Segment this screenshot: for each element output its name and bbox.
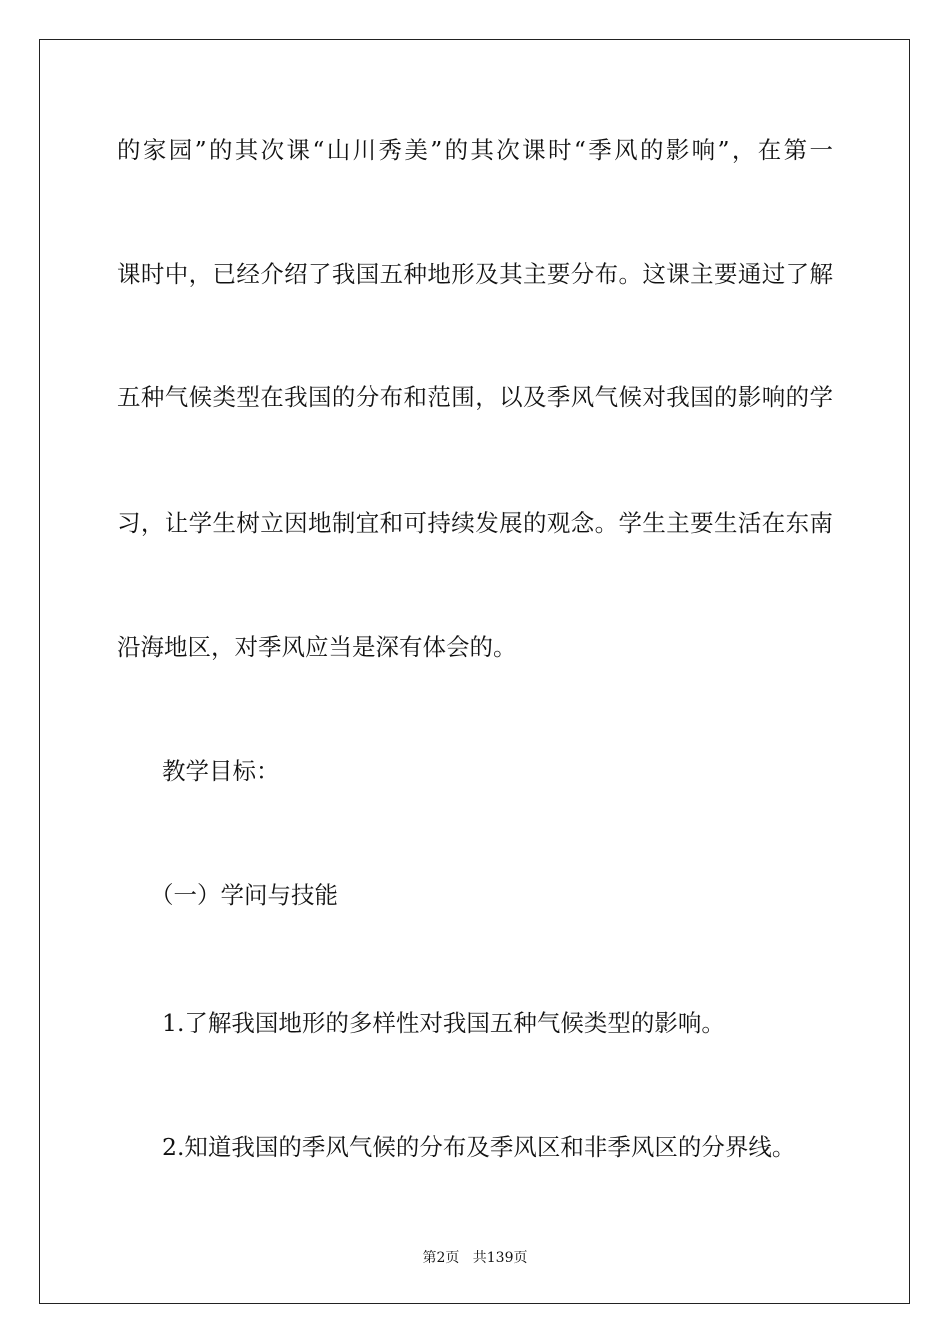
subsection-heading: （一）学问与技能 [150, 881, 338, 909]
page-frame [39, 39, 910, 1304]
list-item: 1.了解我国地形的多样性对我国五种气候类型的影响。 [162, 1009, 725, 1037]
body-line: 习，让学生树立因地制宜和可持续发展的观念。学生主要生活在东南 [117, 509, 833, 537]
body-line: 沿海地区，对季风应当是深有体会的。 [117, 633, 517, 661]
list-item: 2.知道我国的季风气候的分布及季风区和非季风区的分界线。 [162, 1133, 796, 1161]
body-line: 五种气候类型在我国的分布和范围，以及季风气候对我国的影响的学 [117, 383, 833, 411]
section-heading: 教学目标： [162, 757, 280, 785]
page-number: 第2页 [422, 1250, 460, 1266]
body-line: 的家园”的其次课“山川秀美”的其次课时“季风的影响”，在第一 [117, 136, 833, 164]
page-total: 共139页 [472, 1250, 528, 1266]
page-footer [0, 1249, 950, 1267]
body-line: 课时中，已经介绍了我国五种地形及其主要分布。这课主要通过了解 [117, 260, 833, 288]
